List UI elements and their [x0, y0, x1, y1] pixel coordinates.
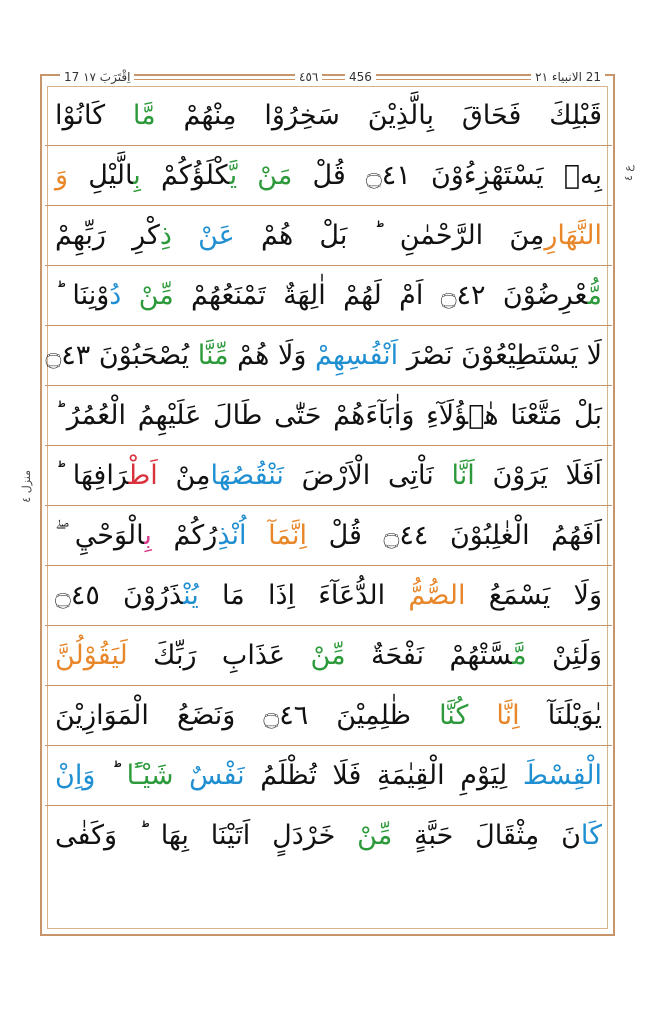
tajweed-highlight: اِنَّا [496, 700, 520, 731]
text-segment [121, 280, 138, 311]
text-segment: وَلَا يَسْمَعُ [465, 580, 602, 611]
tajweed-highlight: مِّنَّا [197, 340, 229, 371]
tajweed-highlight: نَفْسٌ [189, 760, 245, 791]
text-segment: قَبْلِكَ فَحَاقَ بِالَّذِيْنَ سَخِرُوْا مِنْهُمْ [155, 100, 602, 131]
tajweed-highlight: مُّ [587, 280, 602, 311]
tajweed-highlight: بِ [144, 520, 152, 551]
text-segment: مِنْ [157, 460, 211, 491]
text-segment: بَلْ مَتَّعْنَا هٰۤؤُلَآءِ وَاٰبَآءَهُمْ حَتّٰى طَالَ عَلَيْهِمُ الْعُمُرُ ؕ [55, 400, 602, 431]
tajweed-highlight: وَاِنْ [55, 760, 96, 791]
tajweed-highlight: ذِ [159, 220, 172, 251]
text-segment: كْرِ رَبِّهِمْ [55, 220, 160, 251]
text-segment: لِيَوْمِ الْقِيٰمَةِ فَلَا تُظْلَمُ [244, 760, 523, 791]
text-line [45, 566, 612, 626]
text-line [45, 206, 612, 266]
text-segment: ظٰلِمِيْنَ ۝٤٦ وَنَضَعُ الْمَوَازِيْنَ [55, 700, 440, 731]
text-segment: وَلَا هُمْ [228, 340, 315, 371]
tajweed-highlight: اُنْذِ [217, 520, 247, 551]
text-segment: كَانُوْا [55, 100, 133, 131]
margin-manzil-note: منزل ٤ [20, 470, 33, 503]
text-segment [173, 760, 189, 791]
text-segment: وَلَئِنْ [526, 640, 602, 671]
tajweed-highlight: اَنْفُسِهِمْ [314, 340, 399, 371]
tajweed-highlight: كَا [580, 820, 602, 851]
text-line [45, 806, 612, 866]
header-juz: 17 اِقْتَرَبَ ١٧ [60, 70, 134, 84]
margin-ruku-note: ع ٤ [622, 165, 635, 181]
tajweed-highlight: وَ [55, 160, 69, 191]
tajweed-highlight: اَطْ [128, 460, 158, 491]
text-segment: خَرْدَلٍ اَتَيْنَا بِهَا ؕ وَكَفٰى [55, 820, 358, 851]
text-segment: بِهٖ يَسْتَهْزِءُوْنَ ۝٤١ قُلْ [292, 160, 602, 191]
text-segment: كْلَؤُكُمْ [140, 160, 230, 191]
tajweed-highlight: بِ [133, 160, 141, 191]
tajweed-highlight: الصُّمُّ [408, 580, 466, 611]
text-segment: يٰوَيْلَنَآ [519, 700, 602, 731]
text-segment: يُصْحَبُوْنَ ۝٤٣ [45, 340, 198, 371]
text-line [45, 326, 612, 386]
header-surah: 21 الانبیاء ٢١ [531, 70, 605, 84]
tajweed-highlight: مَنْ [257, 160, 293, 191]
text-segment: ذَرُوْنَ ۝٤٥ [55, 580, 184, 611]
text-segment [247, 520, 269, 551]
tajweed-highlight: عَنْ [198, 220, 235, 251]
header-page-number: 456 [345, 70, 376, 84]
tajweed-highlight: مِّنْ [138, 280, 174, 311]
text-segment: نَ مِثْقَالَ حَبَّةٍ [392, 820, 581, 851]
tajweed-highlight: الْقِسْطَ [522, 760, 602, 791]
text-line [45, 386, 612, 446]
text-line [45, 446, 612, 506]
text-segment: عْرِضُوْنَ ۝٤٢ اَمْ لَهُمْ اٰلِهَةٌ تَمْنَعُهُمْ [173, 280, 588, 311]
tajweed-highlight: يُنْ [183, 580, 199, 611]
text-segment [468, 700, 496, 731]
tajweed-highlight: نَنْقُصُهَا [210, 460, 284, 491]
text-lines [45, 86, 612, 866]
page-header [60, 66, 605, 86]
tajweed-highlight: لَيَقُوْلُنَّ [55, 640, 128, 671]
text-line [45, 86, 612, 146]
text-segment: الْوَحْيِ ۖ [55, 520, 145, 551]
tajweed-highlight: مِّنْ [357, 820, 393, 851]
text-line [45, 686, 612, 746]
tajweed-highlight: مَّا [132, 100, 156, 131]
text-segment: سَّتْهُمْ نَفْحَةٌ [345, 640, 513, 671]
text-line [45, 626, 612, 686]
text-line [45, 146, 612, 206]
text-segment: وْنِنَا ؕ [55, 280, 110, 311]
text-segment: الدُّعَآءَ اِذَا مَا [198, 580, 409, 611]
text-segment [237, 160, 257, 191]
text-segment: مِنَ الرَّحْمٰنِ ؕ بَلْ هُمْ [234, 220, 545, 251]
tajweed-highlight: يَّ [229, 160, 238, 191]
text-segment: الَّيْلِ [68, 160, 134, 191]
tajweed-highlight: اَنَّا [451, 460, 475, 491]
tajweed-highlight: مِّنْ [310, 640, 346, 671]
text-segment: اَفَلَا يَرَوْنَ [474, 460, 602, 491]
text-segment: ؕ [95, 760, 127, 791]
header-page-number-urdu: ٤٥٦ [295, 70, 322, 84]
tajweed-highlight: النَّهَارِ [544, 220, 602, 251]
text-segment: لَا يَسْتَطِيْعُوْنَ نَصْرَ [398, 340, 602, 371]
tajweed-highlight: مَّ [512, 640, 527, 671]
text-segment: عَذَابِ رَبِّكَ [127, 640, 311, 671]
tajweed-highlight: اِنَّمَآ [268, 520, 307, 551]
text-line [45, 266, 612, 326]
text-segment [172, 220, 198, 251]
tajweed-highlight: كُنَّا [439, 700, 469, 731]
text-line [45, 746, 612, 806]
text-segment: نَاْتِى الْاَرْضَ [283, 460, 452, 491]
text-segment: رَافِهَا ؕ [55, 460, 129, 491]
tajweed-highlight: دُ [109, 280, 122, 311]
text-line [45, 506, 612, 566]
text-segment: رُكُمْ [151, 520, 218, 551]
text-segment: اَفَهُمُ الْغٰلِبُوْنَ ۝٤٤ قُلْ [306, 520, 602, 551]
tajweed-highlight: شَيْـًٔا [126, 760, 174, 791]
